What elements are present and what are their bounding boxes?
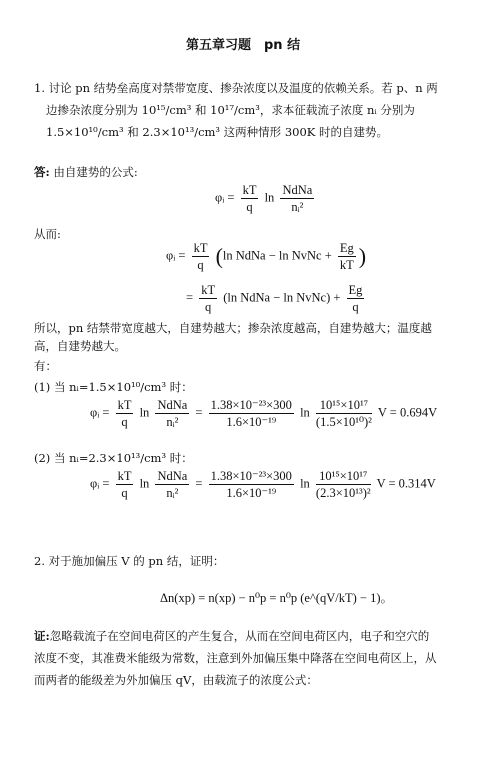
proof-label: 证: (34, 629, 50, 643)
proof-line1 (34, 628, 429, 644)
case2-ln-ratio: $\frac{\text{10¹⁵×10¹⁷}}{\text{(2.3×10¹³)²}}$ (315, 469, 371, 500)
expanded-formula-2 (186, 282, 367, 315)
case1-formula: φᵢ = $\frac{kT}{q}$ ln $\frac{\text{NdNa}}{\text{nᵢ²}}$ = $\frac{\text{1.38×10⁻²³×300}}{\text{1.6×10⁻¹⁹}}$ ln $\frac{\text{10¹⁵×10¹⁷}}{\text{(1.5×10¹⁰)²}}$ V = 0.694V (90, 398, 438, 429)
expanded-terms: (ln NdNa − ln NvNc) + (223, 290, 341, 305)
case2-formula: φᵢ = $\frac{kT}{q}$ ln $\frac{\text{NdNa}}{\text{nᵢ²}}$ = $\frac{\text{1.38×10⁻²³×300}}{\text{1.6×10⁻¹⁹}}$ ln $\frac{\text{10¹⁵×10¹⁷}}{\text{(2.3×10¹³)²}}$ V = 0.314V (90, 469, 436, 500)
problem1-line1: 1. 讨论 pn 结势垒高度对禁带宽度、掺杂浓度以及温度的依赖关系。若 p、n 两 (34, 81, 438, 95)
eg-over-q: $\frac{Eg}{q}$ (348, 283, 363, 314)
case1-line: (1) 当 nᵢ=1.5×10¹⁰/cm³ 时： (34, 380, 193, 394)
eg-over-kt: $\frac{Eg}{kT}$ (339, 241, 354, 272)
problem1-line3: 1.5×10¹⁰/cm³ 和 2.3×10¹³/cm³ 这两种情形 300K 时的自建势。 (46, 125, 389, 139)
kt-over-q: $\frac{kT}{q}$ (242, 183, 257, 214)
answer-line (34, 164, 138, 180)
kt-over-q-2: $\frac{kT}{q}$ (193, 241, 208, 272)
case1-constant: $\frac{\text{1.38×10⁻²³×300}}{\text{1.6×10⁻¹⁹}}$ (210, 398, 292, 429)
equals-sign: = (186, 290, 194, 305)
proof-line2: 浓度不变，其准费米能级为常数，注意到外加偏压集中降落在空间电荷区上，从 (34, 651, 437, 665)
phi-symbol: φᵢ = (215, 190, 235, 205)
case2-line: (2) 当 nᵢ=2.3×10¹³/cm³ 时： (34, 451, 193, 465)
kt-over-q-3: $\frac{kT}{q}$ (201, 283, 216, 314)
ln-symbol: ln (264, 190, 275, 205)
proof-text-1: 忽略载流子在空间电荷区的产生复合，从而在空间电荷区内，电子和空穴的 (49, 629, 430, 643)
case1-result: V = 0.694V (377, 405, 438, 420)
proof-line3: 而两者的能级差为外加偏压 qV，由载流子的浓度公式： (34, 673, 318, 687)
have-line: 有： (34, 359, 57, 373)
problem2-formula: Δn(xp) = n(xp) − n⁰p = n⁰p (e^(qV/kT) − 1)。 (160, 591, 393, 605)
case2-constant: $\frac{\text{1.38×10⁻²³×300}}{\text{1.6×10⁻¹⁹}}$ (210, 469, 292, 500)
conclusion-line2: 高，自建势越大。 (34, 339, 126, 353)
problem2-line: 2. 对于施加偏压 V 的 pn 结，证明： (34, 554, 225, 568)
doping-over-ni2: $\frac{\text{NdNa}}{\text{nᵢ²}}$ (282, 183, 313, 214)
expanded-inner: ln NdNa − ln NvNc + (222, 248, 332, 263)
conclusion-line1: 所以，pn 结禁带宽度越大，自建势越大；掺杂浓度越高，自建势越大；温度越 (34, 321, 432, 335)
answer-label: 答: (34, 165, 50, 179)
page-title: 第五章习题 pn 结 (186, 38, 301, 53)
expanded-formula-1: φᵢ = $\frac{kT}{q}$ (ln NdNa − ln NvNc + $\frac{Eg}{kT}$ ) (166, 241, 367, 272)
case2-result: V = 0.314V (376, 476, 436, 491)
problem1-line2: 边掺杂浓度分别为 10¹⁵/cm³ 和 10¹⁷/cm³，求本征载流子浓度 nᵢ 分别为 (46, 103, 415, 117)
from-line: 从而: (34, 227, 61, 241)
phi-symbol-2: φᵢ = (166, 248, 186, 263)
builtin-potential-formula (215, 182, 317, 215)
case1-ln-ratio: $\frac{\text{10¹⁵×10¹⁷}}{\text{(1.5×10¹⁰)²}}$ (315, 398, 372, 429)
answer-intro: 由自建势的公式: (53, 165, 138, 179)
